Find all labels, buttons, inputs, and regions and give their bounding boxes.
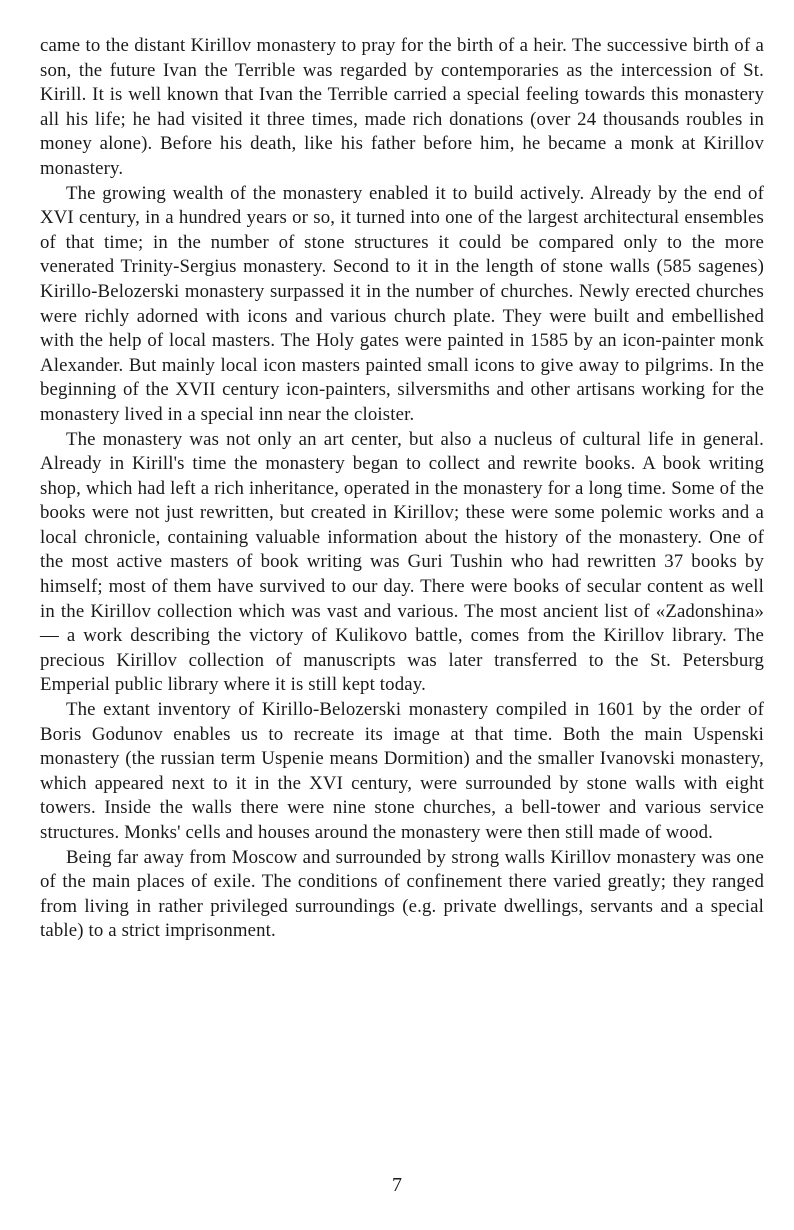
paragraph-inventory-1601: The extant inventory of Kirillo-Belozerski monastery compiled in 1601 by the order of Boris Godunov enables us to recreate its image at that time. Both the main Uspenski monastery (the russian term Uspenie means Dormition) and the smaller Ivanovski monastery, which appeared next to it in the XVI century, were surrounded by stone walls with eight towers. Inside the walls there were nine stone churches, a bell-tower and various service structures. Monks' cells and houses around the monastery were then still made of wood. <box>40 699 764 843</box>
paragraph-place-of-exile: Being far away from Moscow and surrounded by strong walls Kirillov monastery was one of the main places of exile. The conditions of confinement there varied greatly; they ranged from living in rather privileged surroundings (e.g. private dwellings, servants and a special table) to a strict imprisonment. <box>40 846 764 942</box>
page-number: 7 <box>392 1174 402 1196</box>
paragraph-cultural-center: The monastery was not only an art center, but also a nucleus of cultural life in general. Already in Kirill's time the monastery began to collect and rewrite books. A book writing shop, which had left a rich inheritance, operated in the monastery for a long time. Some of the books were not just rewritten, but created in Kirillov; these were some polemic works and a local chronicle, containing valuable information about the history of the monastery. One of the most active masters of book writing was Guri Tushin who had rewritten 37 books by himself; most of them have survived to our day. There were books of secular content as well in the Kirillov collection which was vast and various. The most ancient list of «Zadonshina» — a work describing the victory of Kulikovo battle, comes from the Kirillov library. The precious Kirillov collection of manuscripts was later transferred to the St. Petersburg Emperial public library where it is still kept today. <box>40 428 764 696</box>
paragraph-monastery-wealth: The growing wealth of the monastery enabled it to build actively. Already by the end of XVI century, in a hundred years or so, it turned into one of the largest architectural ensembles of that time; in the number of stone structures it could be compared only to the more venerated Trinity-Sergius monastery. Second to it in the length of stone walls (585 sagenes) Kirillo-Belozerski monastery surpassed it in the number of churches. Newly erected churches were richly adorned with icons and various church plate. They were built and embellished with the help of local masters. The Holy gates were painted in 1585 by an icon-painter monk Alexander. But mainly local icon masters painted small icons to give away to pilgrims. In the beginning of the XVII century icon-painters, silversmiths and other artisans working for the monastery lived in a special inn near the cloister. <box>40 182 764 425</box>
body-text <box>40 34 764 944</box>
paragraph-ivan-the-terrible: came to the distant Kirillov monastery to pray for the birth of a heir. The successive birth of a son, the future Ivan the Terrible was regarded by contemporaries as the intercession of St. Kirill. It is well known that Ivan the Terrible carried a special feeling towards this monastery all his life; he had visited it three times, made rich donations (over 24 thousands roubles in money alone). Before his death, like his father before him, he became a monk at Kirillov monastery. <box>40 35 764 179</box>
